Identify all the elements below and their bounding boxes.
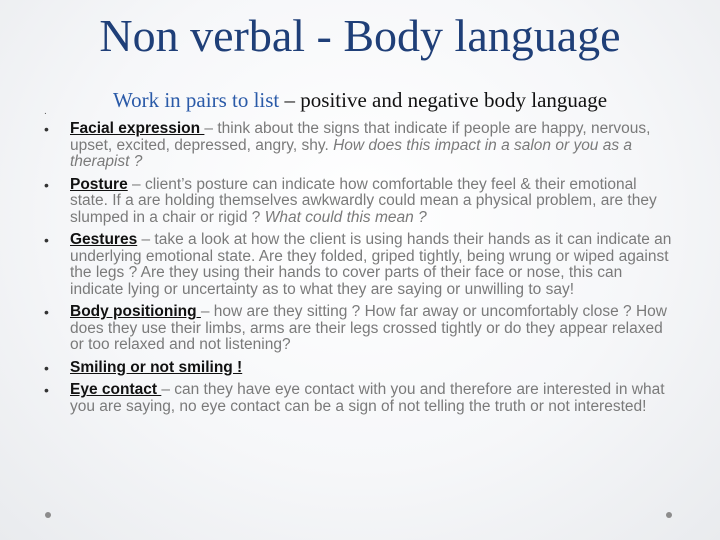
bullet-item-body-positioning	[44, 304, 674, 354]
bullet-item-smiling	[44, 360, 674, 377]
bullet-glyph: •	[44, 232, 49, 248]
bullet-term: Eye contact	[70, 381, 162, 398]
bullet-note: How does this impact in a salon or you as a therapist ?	[70, 136, 633, 170]
bullet-glyph: •	[44, 304, 49, 320]
bullet-term: Facial expression	[70, 120, 205, 137]
bullet-glyph: •	[44, 176, 49, 193]
bullet-text: – can they have eye contact with you and therefore are interested in what you are saying, no eye contact can be a sign of not telling the truth or not interested!	[70, 381, 665, 415]
bullet-term: Gestures	[70, 231, 138, 248]
bullet-text: – client’s posture can indicate how comfortable they feel & their emotional state. If a are holding themselves awkwardly could mean a physical problem, are they slumped in a chair or rigid ?	[70, 175, 657, 226]
subtitle-rest: – positive and negative body language	[284, 88, 608, 112]
bullet-glyph: •	[44, 382, 49, 398]
stray-mark: .	[44, 106, 47, 117]
left-corner-dot	[45, 512, 51, 518]
bullet-term: Posture	[70, 175, 128, 193]
bullet-list	[44, 121, 674, 421]
bullet-text: – take a look at how the client is using hands their hands as it can indicate an underlying emotional state. Are they folded, griped tightly, being wrung or wiped against the legs ? Are they using their hands to cover parts of their face or nose, this can indicate lying or uncertainty as to what they are saying or unwilling to say!	[70, 231, 672, 298]
bullet-term: Body positioning	[70, 303, 201, 320]
bullet-glyph: •	[44, 359, 49, 376]
subtitle-lead: Work in pairs to list	[112, 88, 285, 112]
bullet-item-facial-expression	[44, 121, 674, 171]
right-corner-dot	[666, 512, 672, 518]
bullet-text: – think about the signs that indicate if people are happy, nervous, upset, excited, depressed, angry, shy.	[70, 120, 651, 154]
bullet-item-gestures	[44, 232, 674, 298]
slide-subtitle	[0, 86, 720, 114]
bullet-item-eye-contact	[44, 382, 674, 415]
bullet-item-posture	[44, 177, 674, 227]
bullet-note: What could this mean ?	[264, 208, 427, 226]
slide-title: Non verbal - Body language	[99, 10, 621, 61]
bullet-term: Smiling or not smiling !	[70, 358, 243, 376]
bullet-glyph: •	[44, 121, 49, 137]
bullet-text: – how are they sitting ? How far away or uncomfortably close ? How does they use their limbs, arms are their legs crossed tightly or do they appear relaxed or too relaxed and not listening?	[70, 303, 667, 353]
